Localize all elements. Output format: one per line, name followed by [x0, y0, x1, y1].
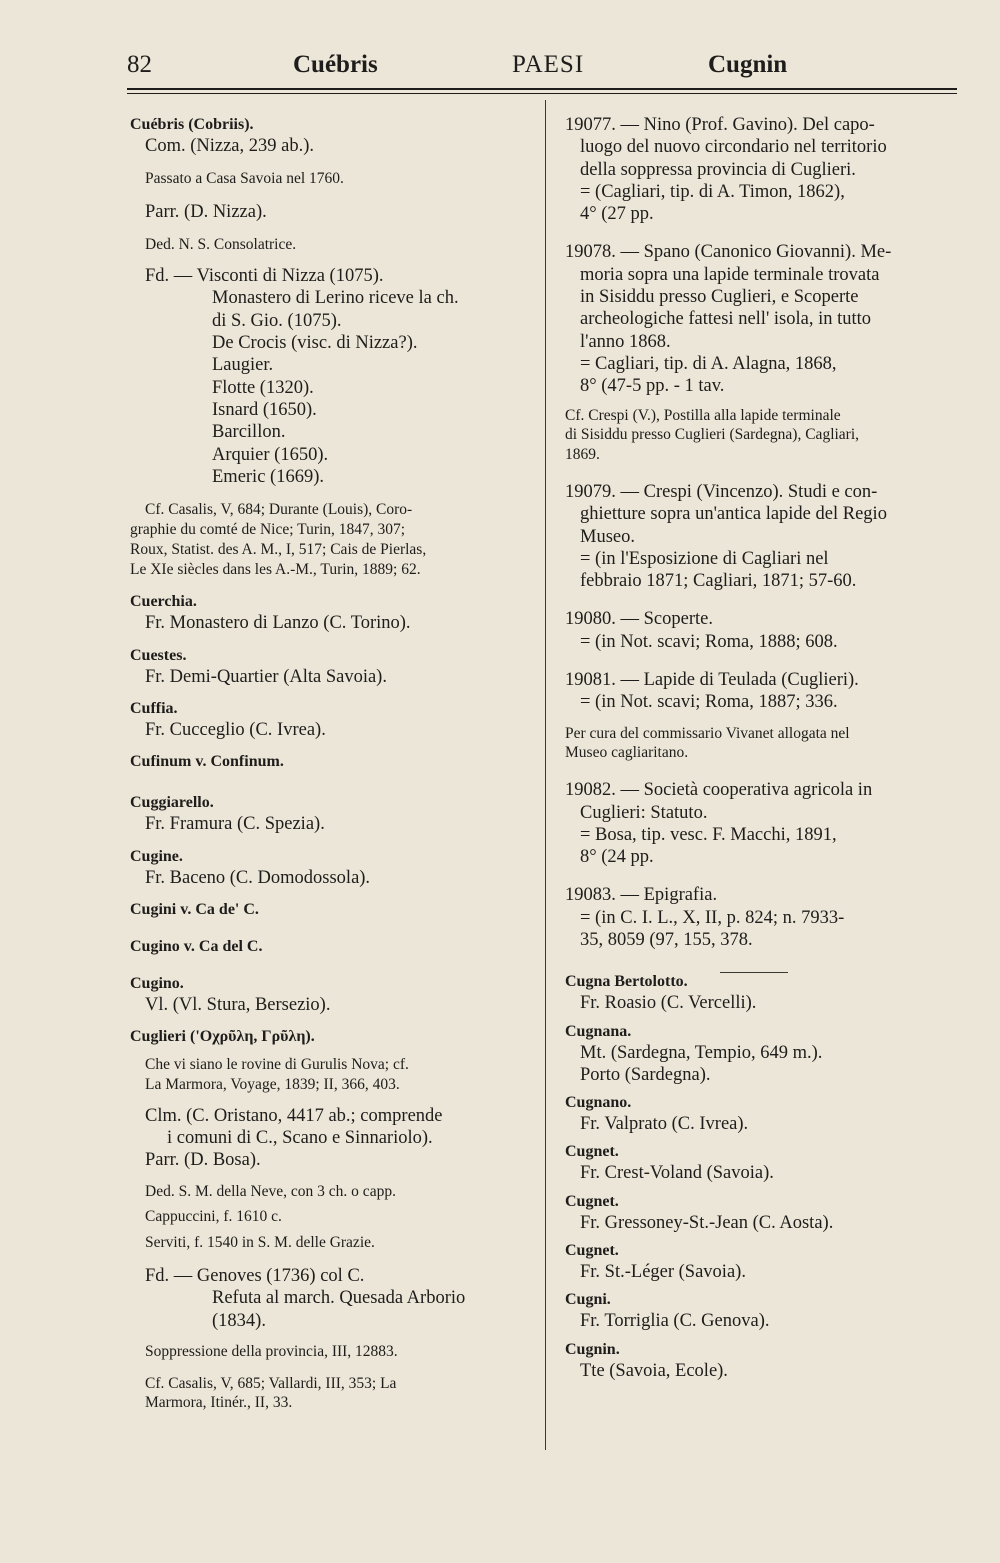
text-line: 4° (27 pp.	[580, 204, 654, 225]
text-line: 19079. — Crespi (Vincenzo). Studi e con-	[565, 481, 878, 502]
text-line: Laugier.	[212, 355, 274, 376]
right-column	[565, 114, 960, 1382]
text-line: Vl. (Vl. Stura, Bersezio).	[145, 994, 331, 1015]
text-line: De Crocis (visc. di Nizza?).	[212, 333, 418, 354]
text-line: 1869.	[565, 446, 600, 464]
text-line: Ded. N. S. Consolatrice.	[145, 236, 297, 254]
text-line: = (in l'Esposizione di Cagliari nel	[580, 548, 829, 569]
text-line: Fr. Baceno (C. Domodossola).	[145, 867, 371, 888]
text-line: Fr. St.-Léger (Savoia).	[580, 1262, 746, 1283]
text-line: Fr. Framura (C. Spezia).	[145, 814, 325, 835]
text-line: Fr. Torriglia (C. Genova).	[580, 1311, 770, 1332]
text-line: Cuestes.	[130, 646, 187, 664]
text-line: Parr. (D. Nizza).	[145, 202, 267, 223]
text-line: Ded. S. M. della Neve, con 3 ch. o capp.	[145, 1182, 396, 1200]
text-line: Fr. Crest-Voland (Savoia).	[580, 1163, 774, 1184]
text-line: Che vi siano le rovine di Gurulis Nova; cf.	[145, 1056, 409, 1074]
text-line: Cugini v. Ca de' C.	[130, 900, 259, 918]
text-line: Emeric (1669).	[212, 466, 324, 487]
text-line: Fr. Demi-Quartier (Alta Savoia).	[145, 666, 387, 687]
text-line: Museo cagliaritano.	[565, 744, 689, 762]
text-line: 19081. — Lapide di Teulada (Cuglieri).	[565, 670, 859, 691]
text-line: 8° (47-5 pp. - 1 tav.	[580, 376, 725, 397]
text-line: Cf. Casalis, V, 684; Durante (Louis), Coro-	[145, 501, 413, 519]
text-line: Marmora, Itinér., II, 33.	[145, 1394, 293, 1412]
text-line: Cuggiarello.	[130, 794, 214, 812]
text-line: Cugnet.	[565, 1143, 619, 1161]
text-line: Clm. (C. Oristano, 4417 ab.; comprende	[145, 1105, 443, 1126]
text-line: Roux, Statist. des A. M., I, 517; Cais de Pierlas,	[130, 540, 427, 558]
text-line: La Marmora, Voyage, 1839; II, 366, 403.	[145, 1075, 400, 1093]
text-line: Cugino.	[130, 974, 184, 992]
text-line: Cugni.	[565, 1291, 611, 1309]
text-line: = (Cagliari, tip. di A. Timon, 1862),	[580, 181, 845, 202]
left-column	[130, 114, 535, 1413]
text-line: = Cagliari, tip. di A. Alagna, 1868,	[580, 353, 837, 374]
text-line: Cuglieri ('Οχρῦλη, Γρῦλη).	[130, 1028, 315, 1046]
header-right-word: Cugnin	[708, 51, 788, 78]
text-line: Monastero di Lerino riceve la ch.	[212, 288, 459, 309]
text-line: = Bosa, tip. vesc. F. Macchi, 1891,	[580, 824, 837, 845]
text-line: Fr. Cucceglio (C. Ivrea).	[145, 719, 326, 740]
text-line: moria sopra una lapide terminale trovata	[580, 264, 880, 285]
text-line: Cufinum v. Confinum.	[130, 753, 284, 771]
text-line: (1834).	[212, 1310, 266, 1331]
text-line: Cugino v. Ca del C.	[130, 937, 263, 955]
text-line: 8° (24 pp.	[580, 847, 654, 868]
text-line: Cugnet.	[565, 1242, 619, 1260]
text-line: 35, 8059 (97, 155, 378.	[580, 930, 753, 950]
text-line: Fr. Roasio (C. Vercelli).	[580, 993, 757, 1014]
text-line: Mt. (Sardegna, Tempio, 649 m.).	[580, 1042, 823, 1063]
text-line: l'anno 1868.	[580, 331, 671, 352]
text-line: Parr. (D. Bosa).	[145, 1150, 261, 1171]
text-line: Com. (Nizza, 239 ab.).	[145, 136, 315, 156]
page-number: 82	[127, 51, 152, 78]
text-line: Porto (Sardegna).	[580, 1064, 711, 1085]
text-line: ghietture sopra un'antica lapide del Regio	[580, 504, 887, 525]
text-line: Passato a Casa Savoia nel 1760.	[145, 170, 344, 188]
text-line: 19083. — Epigrafia.	[565, 885, 718, 906]
text-line: Fr. Gressoney-St.-Jean (C. Aosta).	[580, 1212, 834, 1233]
header-center-word: PAESI	[512, 51, 585, 78]
text-line: Isnard (1650).	[212, 399, 317, 420]
text-line: 19078. — Spano (Canonico Giovanni). Me-	[565, 242, 892, 263]
text-line: archeologiche fattesi nell' isola, in tutto	[580, 309, 872, 330]
text-line: Fr. Monastero di Lanzo (C. Torino).	[145, 613, 411, 634]
text-line: = (in C. I. L., X, II, p. 824; n. 7933-	[580, 907, 845, 928]
text-line: Per cura del commissario Vivanet allogata nel	[565, 724, 850, 742]
text-line: = (in Not. scavi; Roma, 1888; 608.	[580, 631, 838, 652]
text-line: Cf. Casalis, V, 685; Vallardi, III, 353; La	[145, 1374, 397, 1392]
text-line: Cf. Crespi (V.), Postilla alla lapide terminale	[565, 406, 841, 424]
text-line: Cugnana.	[565, 1022, 632, 1040]
text-line: Cugnet.	[565, 1192, 619, 1210]
column-divider	[545, 100, 546, 1450]
text-line: Cugine.	[130, 847, 183, 865]
text-line: 19077. — Nino (Prof. Gavino). Del capo-	[565, 115, 875, 135]
text-line: Arquier (1650).	[212, 444, 329, 465]
text-line: Serviti, f. 1540 in S. M. delle Grazie.	[145, 1234, 375, 1252]
header-left-word: Cuébris	[293, 51, 378, 78]
text-line: = (in Not. scavi; Roma, 1887; 336.	[580, 692, 838, 713]
text-line: Cuglieri: Statuto.	[580, 802, 708, 823]
text-line: luogo del nuovo circondario nel territorio	[580, 137, 887, 158]
text-line: Fr. Valprato (C. Ivrea).	[580, 1114, 749, 1135]
text-line: Flotte (1320).	[212, 377, 314, 398]
text-line: 19080. — Scoperte.	[565, 609, 713, 630]
text-line: di Sisiddu presso Cuglieri (Sardegna), Cagliari,	[565, 426, 860, 444]
header-rule-bottom	[127, 93, 957, 94]
text-line: graphie du comté de Nice; Turin, 1847, 307;	[130, 520, 406, 538]
text-line: i comuni di C., Scano e Sinnariolo).	[167, 1128, 433, 1149]
text-line: in Sisiddu presso Cuglieri, e Scoperte	[580, 287, 859, 308]
text-line: Cuffia.	[130, 699, 178, 717]
header-rule-top	[127, 88, 957, 90]
text-line: di S. Gio. (1075).	[212, 310, 342, 331]
text-line: Refuta al march. Quesada Arborio	[212, 1288, 466, 1309]
text-line: Soppressione della provincia, III, 12883.	[145, 1342, 398, 1360]
text-line: Barcillon.	[212, 422, 286, 443]
text-line: Tte (Savoia, Ecole).	[580, 1360, 728, 1381]
text-line: febbraio 1871; Cagliari, 1871; 57-60.	[580, 571, 857, 592]
text-line: Cappuccini, f. 1610 c.	[145, 1208, 282, 1226]
text-line: Cugnano.	[565, 1094, 632, 1112]
text-line: 19082. — Società cooperativa agricola in	[565, 780, 873, 801]
text-line: Cugnin.	[565, 1340, 620, 1358]
section-rule	[720, 972, 788, 973]
text-line: Cuerchia.	[130, 593, 197, 611]
text-line: Cuébris (Cobriis).	[130, 116, 254, 133]
text-line: Cugna Bertolotto.	[565, 973, 688, 991]
text-line: Museo.	[580, 526, 635, 547]
text-line: della soppressa provincia di Cuglieri.	[580, 159, 856, 180]
text-line: Fd. — Visconti di Nizza (1075).	[145, 266, 384, 287]
text-line: Le XIe siècles dans les A.-M., Turin, 1889; 62.	[130, 560, 421, 578]
text-line: Fd. — Genoves (1736) col C.	[145, 1266, 365, 1286]
